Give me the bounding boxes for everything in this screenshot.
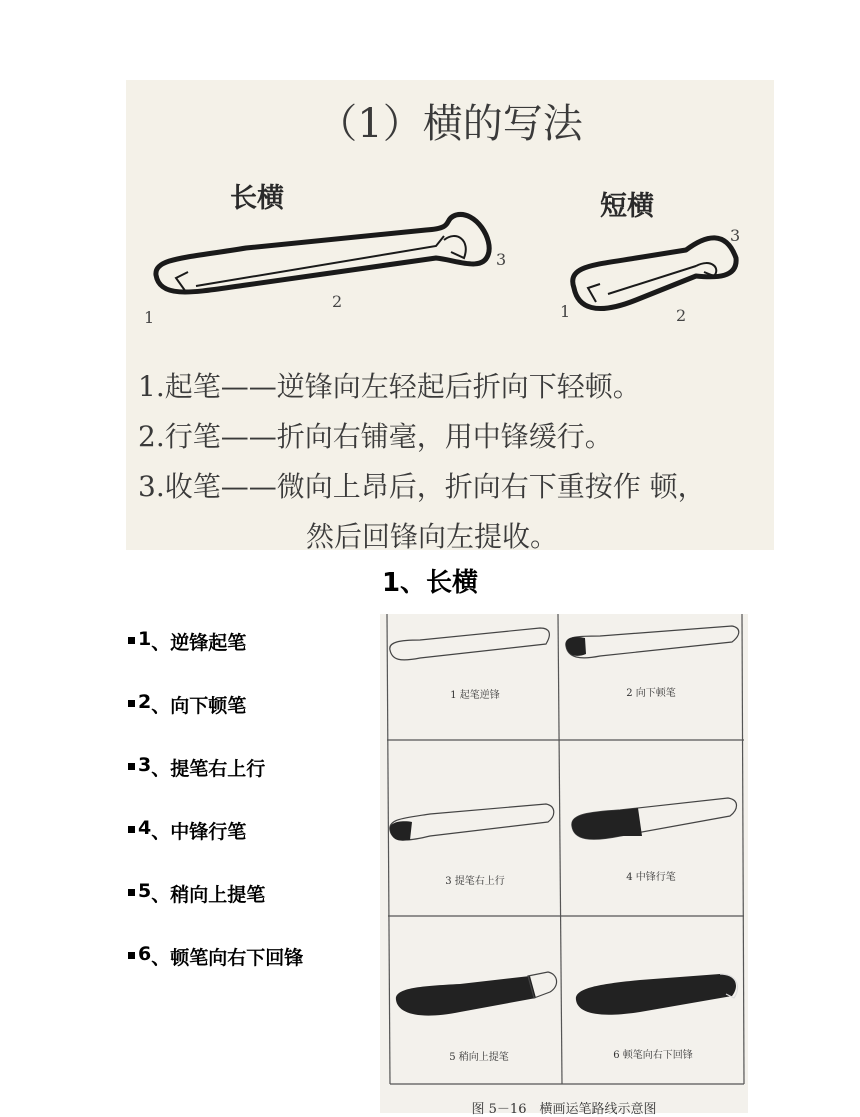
long-step-number: 1 — [144, 308, 155, 327]
step-line: 2.行笔——折向右铺毫，用中锋缓行。 — [138, 420, 613, 453]
cell-caption: 6 顿笔向右下回锋 — [613, 1050, 693, 1061]
list-item-number: 5 — [138, 880, 152, 902]
list-item — [128, 754, 303, 817]
long-step-number: 3 — [496, 250, 507, 269]
section-title: 1、长横 — [381, 568, 479, 598]
stroke-fill-4 — [572, 808, 642, 839]
short-stroke-label: 短横 — [600, 191, 654, 222]
short-step-number: 1 — [560, 302, 571, 321]
list-item — [128, 943, 303, 1006]
list-item — [128, 628, 303, 691]
list-item — [128, 880, 303, 943]
list-item-text: 、顿笔向右下回锋 — [151, 947, 304, 969]
long-stroke-hook — [444, 236, 466, 258]
step-line-continuation: 然后回锋向左提收。 — [306, 520, 559, 553]
cell-caption: 2 向下顿笔 — [626, 688, 676, 699]
step-line: 1.起笔——逆锋向左轻起后折向下轻顿。 — [138, 370, 641, 403]
figure-caption: 图 5－16 横画运笔路线示意图 — [471, 1102, 657, 1117]
cell-caption: 5 稍向上提笔 — [449, 1052, 509, 1063]
list-item — [128, 691, 303, 754]
long-stroke-label: 长横 — [230, 183, 284, 214]
list-item-number: 1 — [138, 628, 152, 650]
stroke-step-list — [128, 628, 303, 1006]
bullet-square-icon — [128, 952, 135, 959]
stroke-method-figure — [126, 80, 774, 553]
short-stroke-outline — [573, 238, 736, 309]
list-item-text: 、向下顿笔 — [151, 695, 247, 717]
list-item-text: 、提笔右上行 — [151, 758, 266, 780]
cell-caption: 1 起笔逆锋 — [450, 690, 500, 701]
list-item-text: 、逆锋起笔 — [151, 632, 247, 654]
stroke-steps — [138, 362, 774, 562]
stroke-route-figure — [380, 614, 748, 1117]
figure-title: （1）横的写法 — [317, 101, 583, 147]
step-line: 3.收笔——微向上昂后，折向右下重按作 顿， — [138, 470, 706, 503]
bullet-square-icon — [128, 637, 135, 644]
long-stroke-outline — [156, 214, 489, 292]
cell-caption: 3 提笔右上行 — [445, 876, 505, 887]
stroke-fill-6 — [576, 974, 736, 1015]
list-item-text: 、中锋行笔 — [151, 821, 247, 843]
cell-caption: 4 中锋行笔 — [626, 872, 676, 883]
list-item-text: 、稍向上提笔 — [151, 884, 266, 906]
list-item-number: 6 — [138, 943, 152, 965]
stroke-shape-1 — [390, 628, 550, 660]
short-step-number: 2 — [676, 306, 687, 325]
stroke-shape-3 — [390, 804, 554, 840]
list-item-number: 2 — [138, 691, 152, 713]
bullet-square-icon — [128, 826, 135, 833]
list-item-number: 3 — [138, 754, 152, 776]
bullet-square-icon — [128, 763, 135, 770]
stroke-fill-5 — [396, 976, 536, 1016]
stroke-fill-3 — [390, 821, 412, 840]
bullet-square-icon — [128, 889, 135, 896]
stroke-shape-2 — [566, 626, 739, 658]
short-step-number: 3 — [730, 226, 741, 245]
list-item-number: 4 — [138, 817, 152, 839]
bullet-square-icon — [128, 700, 135, 707]
list-item — [128, 817, 303, 880]
long-step-number: 2 — [332, 292, 343, 311]
